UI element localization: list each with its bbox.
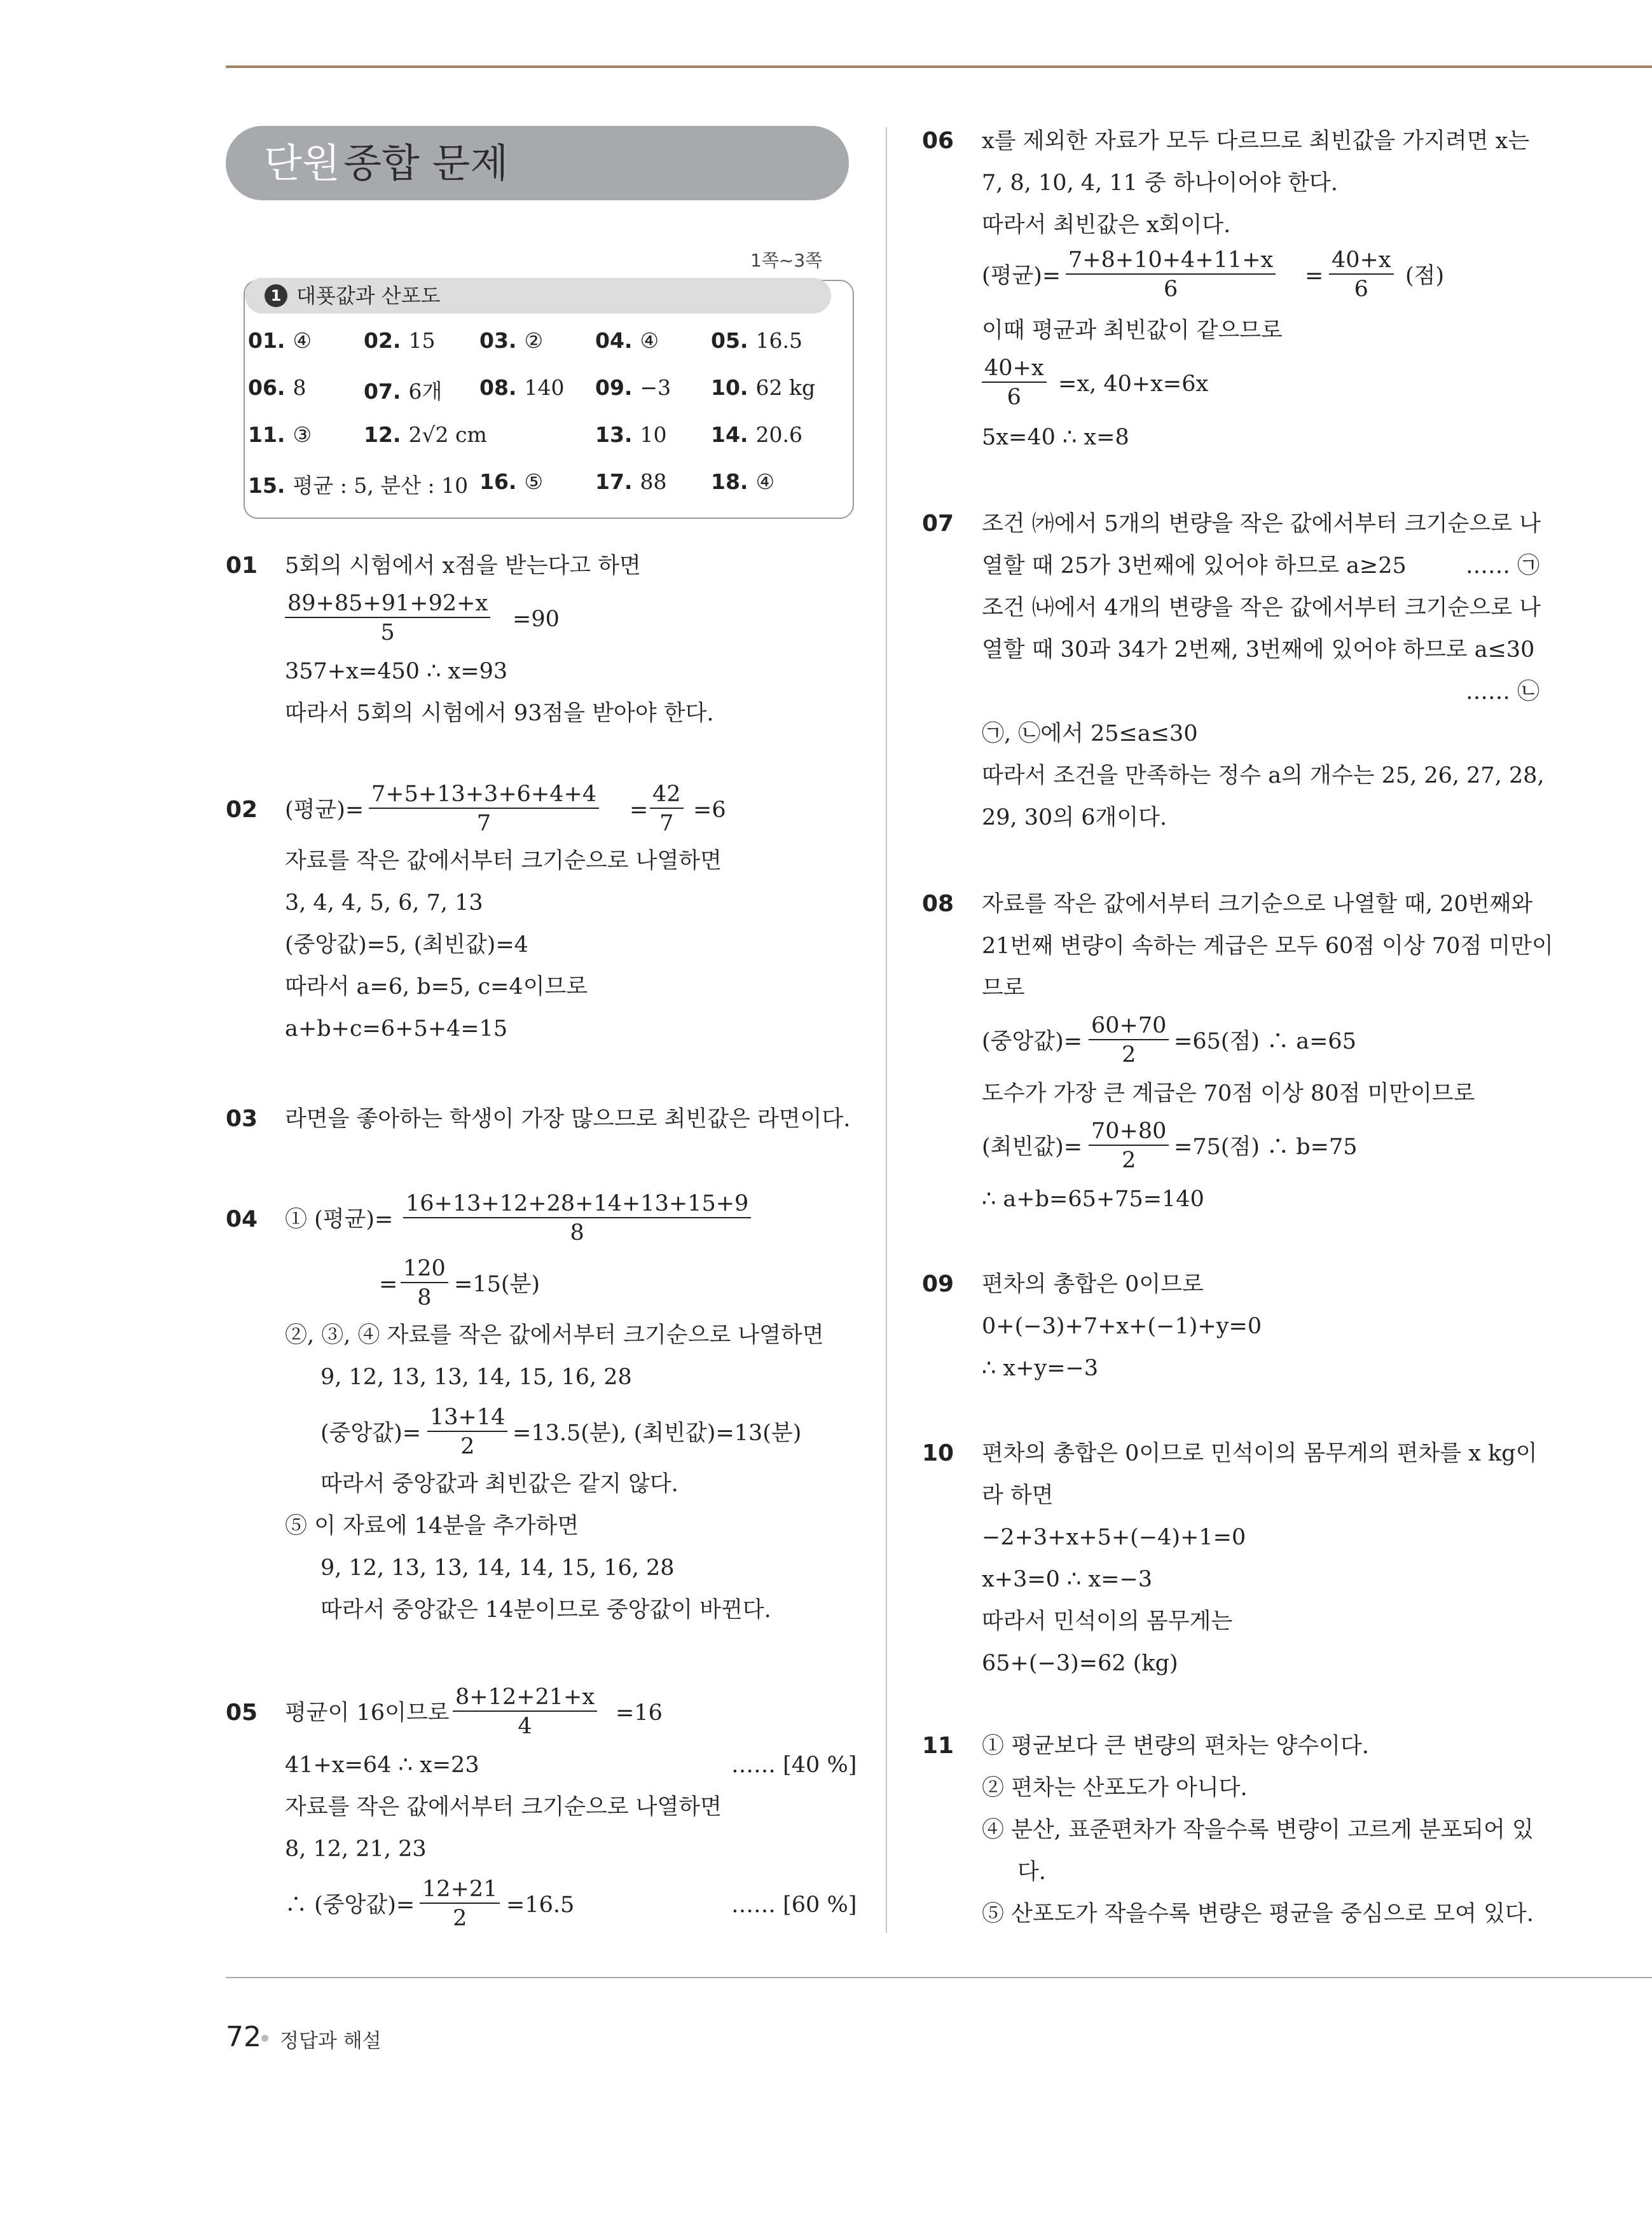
solution-line: 7, 8, 10, 4, 11 중 하나이어야 한다. [982,170,1338,196]
unit-title-prefix: 단원 [264,140,340,186]
page-range: 1쪽~3쪽 [750,250,823,271]
problem-number: 03 [226,1106,258,1132]
answer-item: 17. 88 [595,469,667,494]
fraction: $\frac{8+12+21+x}{4}$ [453,1684,597,1740]
solution-line: ① 평균보다 큰 변량의 편차는 양수이다. [982,1733,1369,1759]
solution-line: −2+3+x+5+(−4)+1=0 [982,1525,1246,1550]
answer-item: 14. 20.6 [711,422,802,447]
problem-number: 02 [226,797,258,823]
fraction: $\frac{120}{8}$ [401,1255,448,1311]
solution-line: =13.5(분), (최빈값)=13(분) [513,1421,802,1446]
solution-line: ∴ (중앙값)= [285,1892,415,1918]
solution-line: = [379,1272,398,1297]
unit-title-banner [226,126,849,200]
section-number-badge: 1 [265,284,287,307]
solution-line: =65(점) ∴ a=65 [1174,1029,1356,1054]
solution-line: ⑤ 이 자료에 14분을 추가하면 [285,1513,579,1539]
answer-item: 06. 8 [248,375,306,400]
solution-line: x+3=0 ∴ x=−3 [982,1567,1153,1592]
fraction: $\frac{7+5+13+3+6+4+4}{7}$ [369,781,599,837]
answer-item: 13. 10 [595,422,667,447]
solution-line: =16 [616,1700,663,1726]
solution-line: 라면을 좋아하는 학생이 가장 많으므로 최빈값은 라면이다. [285,1106,851,1132]
fraction: $\frac{70+80}{2}$ [1089,1118,1169,1174]
solution-line: 따라서 조건을 만족하는 정수 a의 개수는 25, 26, 27, 28, [982,763,1545,788]
answer-item: 12. 2√2 cm [364,422,487,447]
problem-number: 06 [922,128,954,154]
solution-line: 따라서 5회의 시험에서 93점을 받아야 한다. [285,701,714,726]
solution-line: 41+x=64 ∴ x=23 [285,1752,479,1778]
answer-item: 18. ④ [711,469,775,494]
problem-number: 09 [922,1271,954,1297]
solution-line: 357+x=450 ∴ x=93 [285,659,508,684]
solution-line: ㉠, ㉡에서 25≤a≤30 [982,721,1198,747]
score-note: …… [60 %] [731,1892,857,1918]
answer-item: 07. 6개 [364,379,443,404]
solution-line: ④ 분산, 표준편차가 작을수록 변량이 고르게 분포되어 있 [982,1817,1534,1843]
unit-title-main: 종합 문제 [343,140,509,186]
solution-line: 자료를 작은 값에서부터 크기순으로 나열하면 [285,1794,722,1820]
footer-dot [261,2035,268,2042]
problem-number: 07 [922,511,954,537]
solution-line: =15(분) [454,1272,540,1297]
answer-item: 10. 62 kg [711,375,816,400]
fraction: $\frac{89+85+91+92+x}{5}$ [285,590,490,646]
solution-line: 21번째 변량이 속하는 계급은 모두 60점 이상 70점 미만이 [982,933,1553,959]
answer-item: 15. 평균 : 5, 분산 : 10 [248,473,469,498]
solution-line: a+b+c=6+5+4=15 [285,1016,508,1042]
solution-line: 조건 ㈎에서 5개의 변량을 작은 값에서부터 크기순으로 나 [982,511,1541,537]
bottom-rule [226,1977,1652,1978]
solution-line: 조건 ㈏에서 4개의 변량을 작은 값에서부터 크기순으로 나 [982,595,1541,621]
answer-item: 16. ⑤ [479,469,544,494]
solution-line: 이때 평균과 최빈값이 같으므로 [982,318,1283,343]
solution-line: 자료를 작은 값에서부터 크기순으로 나열할 때, 20번째와 [982,891,1533,917]
solution-line: ⑤ 산포도가 작을수록 변량은 평균을 중심으로 모여 있다. [982,1901,1534,1927]
solution-line: ② 편차는 산포도가 아니다. [982,1775,1248,1801]
problem-number: 11 [922,1733,954,1759]
fraction: $\frac{7+8+10+4+11+x}{6}$ [1066,247,1276,303]
solution-line: (중앙값)=5, (최빈값)=4 [285,932,528,958]
solution-line: x를 제외한 자료가 모두 다르므로 최빈값을 가지려면 x는 [982,128,1530,154]
condition-marker: …… ㉡ [1466,679,1540,705]
solution-line: 따라서 최빈값은 x회이다. [982,212,1231,238]
solution-line: =x, 40+x=6x [1058,371,1209,397]
solution-line: (최빈값)= [982,1134,1083,1160]
solution-line: 평균이 16이므로 [285,1700,450,1726]
answer-item: 02. 15 [364,328,436,353]
solution-line: =75(점) ∴ b=75 [1174,1134,1358,1160]
problem-number: 10 [922,1440,954,1466]
footer-label: 정답과 해설 [280,2030,382,2053]
solution-line: 므로 [982,975,1025,1001]
solution-line: 3, 4, 4, 5, 6, 7, 13 [285,890,483,916]
fraction: $\frac{60+70}{2}$ [1089,1012,1169,1068]
solution-line: 65+(−3)=62 (kg) [982,1651,1178,1676]
solution-line: 라 하면 [982,1483,1054,1508]
solution-line: (중앙값)= [982,1029,1083,1054]
answer-item: 03. ② [479,328,544,353]
solution-line: ∴ a+b=65+75=140 [982,1187,1204,1212]
solution-line: 따라서 a=6, b=5, c=4이므로 [285,974,588,1000]
fraction: $\frac{42}{7}$ [650,781,684,837]
solution-line: (평균)= [982,263,1061,289]
solution-line: 다. [1017,1859,1046,1885]
answer-item: 11. ③ [248,422,312,447]
solution-line: =6 [693,797,726,823]
solution-line: 따라서 민석이의 몸무게는 [982,1609,1233,1634]
solution-line: (중앙값)= [320,1421,422,1446]
answer-item: 01. ④ [248,328,312,353]
solution-line: 5회의 시험에서 x점을 받는다고 하면 [285,553,641,579]
column-divider [886,127,887,1933]
fraction: $\frac{40+x}{6}$ [982,355,1047,411]
solution-line: ∴ x+y=−3 [982,1356,1099,1381]
fraction: $\frac{40+x}{6}$ [1329,247,1394,303]
solution-line: = [1305,263,1324,289]
problem-number: 04 [226,1206,258,1232]
solution-line: 0+(−3)+7+x+(−1)+y=0 [982,1314,1262,1339]
solution-line: 5x=40 ∴ x=8 [982,425,1129,450]
problem-number: 08 [922,891,954,917]
solution-line: 편차의 총합은 0이므로 [982,1272,1204,1297]
answer-item: 04. ④ [595,328,659,353]
section-title: 대푯값과 산포도 [296,284,441,308]
solution-line: =90 [513,607,560,632]
solution-line: (평균)= [285,797,364,823]
answer-item: 08. 140 [479,375,565,400]
solution-line: 도수가 가장 큰 계급은 70점 이상 80점 미만이므로 [982,1081,1475,1106]
answer-item: 09. −3 [595,375,671,400]
problem-number: 01 [226,553,258,579]
answer-item: 05. 16.5 [711,328,802,353]
solution-line: 자료를 작은 값에서부터 크기순으로 나열하면 [285,848,722,874]
solution-line: 8, 12, 21, 23 [285,1836,427,1862]
problem-number: 05 [226,1700,258,1726]
solution-line: 열할 때 30과 34가 2번째, 3번째에 있어야 하므로 a≤30 [982,637,1535,663]
page-number: 72 [226,2021,261,2053]
solution-line: 따라서 중앙값은 14분이므로 중앙값이 바뀐다. [320,1597,771,1623]
solution-line: 9, 12, 13, 13, 14, 14, 15, 16, 28 [320,1555,675,1581]
solution-line: (점) [1405,263,1445,289]
solution-line: 29, 30의 6개이다. [982,805,1167,830]
solution-line: 따라서 중앙값과 최빈값은 같지 않다. [320,1471,678,1497]
fraction: $\frac{16+13+12+28+14+13+15+9}{8}$ [403,1190,751,1246]
score-note: …… [40 %] [731,1752,857,1778]
top-rule [226,65,1652,68]
solution-line: ②, ③, ④ 자료를 작은 값에서부터 크기순으로 나열하면 [285,1323,824,1348]
condition-marker: …… ㉠ [1466,553,1540,579]
solution-line: ① (평균)= [285,1207,394,1232]
fraction: $\frac{12+21}{2}$ [420,1876,500,1932]
solution-line: 9, 12, 13, 13, 14, 15, 16, 28 [320,1365,632,1390]
solution-line: = [630,797,649,823]
fraction: $\frac{13+14}{2}$ [427,1404,507,1460]
solution-line: 열할 때 25가 3번째에 있어야 하므로 a≥25 [982,553,1407,579]
solution-line: 편차의 총합은 0이므로 민석이의 몸무게의 편차를 x kg이 [982,1441,1538,1466]
solution-line: =16.5 [506,1892,575,1918]
